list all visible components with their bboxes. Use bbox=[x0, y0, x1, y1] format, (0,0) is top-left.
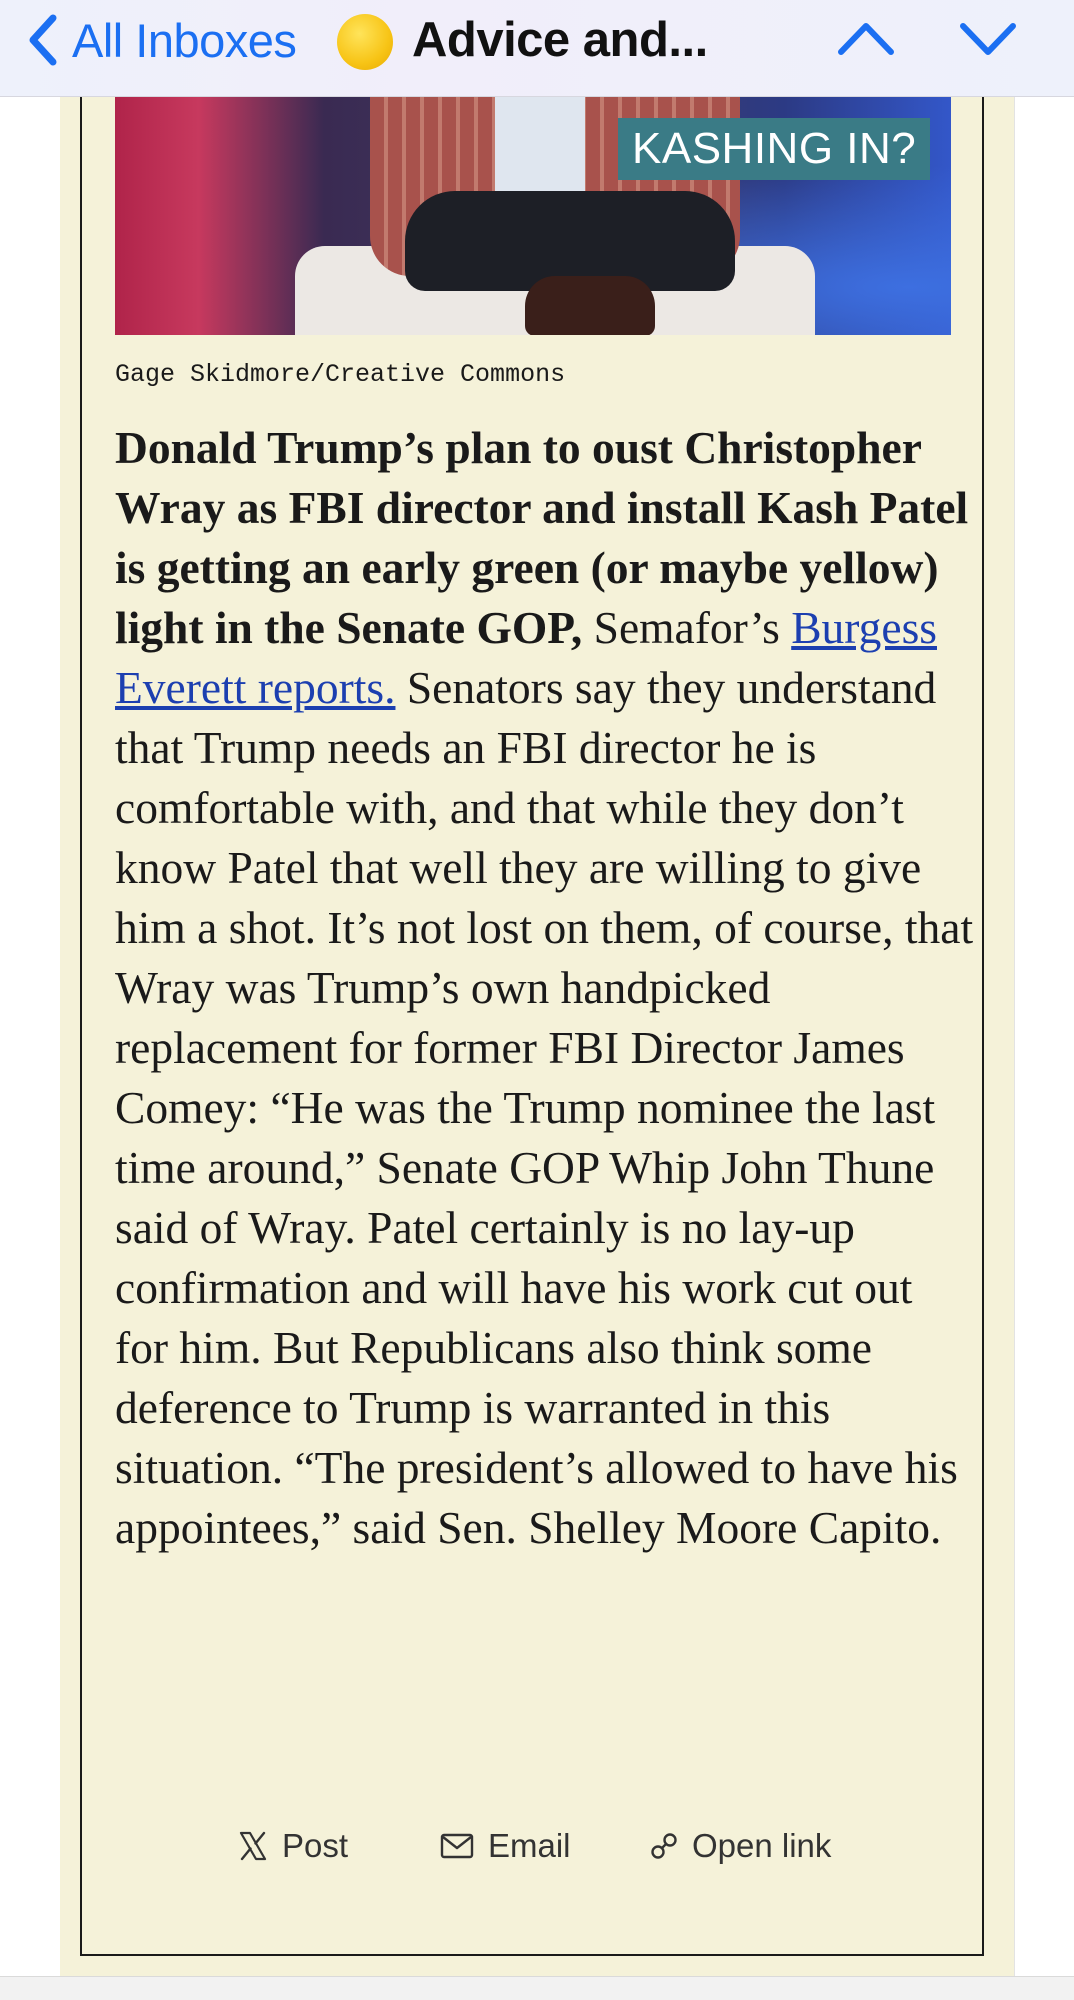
photo-badge: KASHING IN? bbox=[618, 118, 930, 180]
chevron-left-icon bbox=[28, 14, 58, 66]
previous-message-button[interactable] bbox=[836, 18, 896, 58]
share-post-label: Post bbox=[282, 1827, 349, 1864]
article-paragraph bbox=[115, 418, 975, 1558]
photo-caption: Gage Skidmore/Creative Commons bbox=[115, 360, 566, 389]
share-post-button[interactable] bbox=[238, 1820, 348, 1872]
yellow-circle-emoji-icon bbox=[337, 14, 393, 70]
share-email-button[interactable] bbox=[440, 1820, 571, 1872]
photo-shoe bbox=[525, 276, 655, 335]
article-source-link[interactable]: Burgess Everett reports. bbox=[115, 602, 937, 713]
share-email-label: Email bbox=[488, 1827, 571, 1864]
next-message-button[interactable] bbox=[958, 18, 1018, 58]
open-link-label: Open link bbox=[692, 1827, 832, 1864]
open-link-button[interactable] bbox=[650, 1820, 831, 1872]
x-logo-icon bbox=[238, 1831, 268, 1861]
link-icon bbox=[650, 1832, 678, 1860]
article-body: Senators say they understand that Trump needs an FBI director he is comfortable with, and that while they don’t know Patel that well they are willing to give him a shot. It’s not lost on them, of course, that Wray was Trump’s own handpicked replacement for former FBI Director James Comey: “He was the Trump nominee the last time around,” Senate GOP Whip John Thune said of Wray. Patel certainly is no lay-up confirmation and will have his work cut out for him. But Republicans also think some deference to Trump is warranted in this situation. “The president’s allowed to have his appointees,” said Sen. Shelley Moore Capito. bbox=[115, 662, 974, 1553]
article-lead: Donald Trump’s plan to oust Christopher Wray as FBI director and install Kash Patel is getting an early green (or maybe yellow) light in the Senate GOP, bbox=[115, 422, 969, 653]
bottom-toolbar-edge bbox=[0, 1976, 1074, 2000]
chevron-down-icon bbox=[963, 26, 1013, 52]
back-button[interactable] bbox=[28, 10, 296, 70]
page-title: Advice and... bbox=[412, 13, 708, 67]
page-edge bbox=[1014, 96, 1015, 1976]
envelope-icon bbox=[440, 1833, 474, 1859]
chevron-up-icon bbox=[841, 26, 891, 52]
article-photo[interactable] bbox=[115, 96, 951, 335]
back-label: All Inboxes bbox=[72, 13, 297, 67]
nav-bar bbox=[0, 0, 1074, 97]
article-source: Semafor’s bbox=[582, 602, 792, 653]
